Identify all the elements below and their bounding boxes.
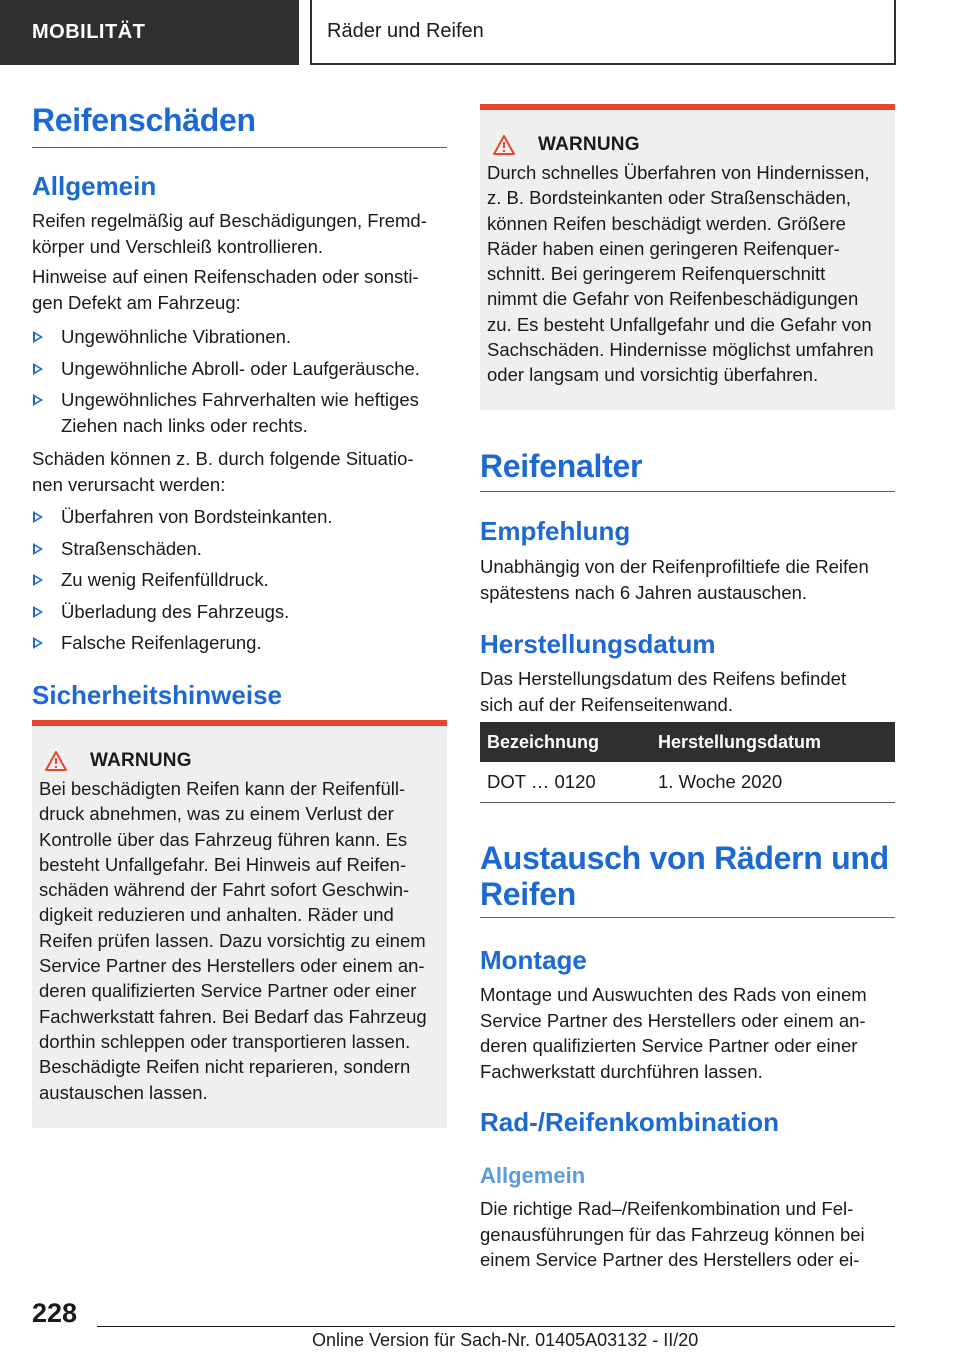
column-header: Herstellungsdatum: [651, 722, 895, 762]
heading-sicherheitshinweise: Sicherheitshinweise: [32, 680, 282, 710]
warning-header: [493, 134, 887, 156]
list-item: Ungewöhnliches Fahrverhalten wie heftiges Ziehen nach links oder rechts.: [32, 387, 447, 438]
triangle-bullet-icon: [33, 511, 43, 523]
section-title-reifenalter: Reifenalter: [480, 448, 643, 484]
list-item: Falsche Reifenlagerung.: [32, 630, 447, 656]
paragraph-montage: Montage und Auswuchten des Rads von einem Service Partner des Herstellers oder einem an- deren qualifizierten Service Partner oder einer Fachwerkstatt durchführen lassen.: [480, 984, 867, 1082]
warning-text: Bei beschädigten Reifen kann der Reifenfüll- druck abnehmen, was zu einem Verlust der Kontrolle über das Fahrzeug führen kann. Es besteht Unfallgefahr. Bei Hinweis auf Reifen- schäden während der Fahrt sofort Geschwin- digkeit reduzieren und anhalten. Räder und Reifen prüfen lassen. Dazu vorsichtig zu einem Service Partner des Herstellers oder einem an- deren qualifizierten Service Partner oder einer Fachwerkstatt fahren. Bei Bedarf das Fahrzeug dorthin schleppen oder transportieren lassen. Beschädigte Reifen nicht reparieren, sondern austauschen lassen.: [39, 778, 427, 1103]
list-item: Straßenschäden.: [32, 536, 447, 562]
paragraph-kombination: Die richtige Rad–/Reifenkombination und Fel- genausführungen für das Fahrzeug können bei einem Service Partner des Herstellers oder ei-: [480, 1198, 865, 1270]
table-header-row: [480, 722, 895, 762]
footer-text: Online Version für Sach-Nr. 01405A03132 - II/20: [312, 1330, 699, 1350]
title-rule: [480, 448, 895, 492]
paragraph-allgemein-3: Schäden können z. B. durch folgende Situatio- nen verursacht werden:: [32, 448, 414, 495]
list-item: Ungewöhnliche Vibrationen.: [32, 324, 447, 350]
warning-title: WARNUNG: [538, 134, 640, 155]
title-rule: [480, 840, 895, 918]
warning-box-right: [480, 104, 895, 410]
triangle-bullet-icon: [33, 637, 43, 649]
section-title-reifenschaeden: Reifenschäden: [32, 102, 256, 138]
heading-rad-reifenkombination: Rad-/Reifenkombination: [480, 1107, 780, 1137]
warning-triangle-icon: [493, 135, 515, 155]
column-header: Bezeichnung: [480, 722, 651, 762]
warning-text: Durch schnelles Überfahren von Hindernissen, z. B. Bordsteinkanten oder Straßenschäden, können Reifen beschädigt werden. Größere Räder haben einen geringeren Reifenquer- schnitt. Bei geringerem Reifenquerschnitt nimmt die Gefahr von Reifenbeschädigungen zu. Es besteht Unfallgefahr und die Gefahr von Sachschäden. Hindernisse möglichst umfahren oder langsam und vorsichtig überfahren.: [487, 162, 874, 386]
list-causes: [32, 504, 447, 662]
list-symptoms: [32, 324, 447, 444]
paragraph-allgemein-2: Hinweise auf einen Reifenschaden oder sonsti- gen Defekt am Fahrzeug:: [32, 266, 419, 313]
triangle-bullet-icon: [33, 394, 43, 406]
paragraph-allgemein-1: Reifen regelmäßig auf Beschädigungen, Fremd- körper und Verschleiß kontrollieren.: [32, 210, 427, 257]
title-rule: [32, 102, 447, 148]
warning-title: WARNUNG: [90, 750, 192, 771]
triangle-bullet-icon: [33, 331, 43, 343]
page-number: 228: [32, 1298, 78, 1328]
list-item: Zu wenig Reifenfülldruck.: [32, 567, 447, 593]
table-row: [480, 762, 895, 802]
page-header: [0, 0, 960, 66]
list-item: Überladung des Fahrzeugs.: [32, 599, 447, 625]
triangle-bullet-icon: [33, 363, 43, 375]
paragraph-herstellungsdatum: Das Herstellungsdatum des Reifens befindet sich auf der Reifenseitenwand.: [480, 668, 847, 715]
triangle-bullet-icon: [33, 606, 43, 618]
heading-herstellungsdatum: Herstellungsdatum: [480, 629, 716, 659]
triangle-bullet-icon: [33, 574, 43, 586]
list-item: Ungewöhnliche Abroll- oder Laufgeräusche.: [32, 356, 447, 382]
warning-box-left: [32, 720, 447, 1128]
table-cell: DOT … 0120: [480, 762, 651, 802]
footer-rule: [97, 1326, 895, 1327]
warning-header: [45, 750, 439, 772]
table-cell: 1. Woche 2020: [651, 762, 895, 802]
list-item: Überfahren von Bordsteinkanten.: [32, 504, 447, 530]
heading-montage: Montage: [480, 945, 587, 975]
section-tab: MOBILITÄT: [0, 0, 299, 65]
chapter-title: Räder und Reifen: [310, 0, 896, 65]
date-table: [480, 722, 895, 803]
triangle-bullet-icon: [33, 543, 43, 555]
subheading-allgemein: Allgemein: [480, 1163, 586, 1188]
section-title-austausch: Austausch von Rädern und Reifen: [480, 840, 889, 912]
warning-triangle-icon: [45, 751, 67, 771]
paragraph-empfehlung: Unabhängig von der Reifenprofiltiefe die Reifen spätestens nach 6 Jahren austauschen.: [480, 556, 869, 603]
heading-allgemein: Allgemein: [32, 171, 157, 201]
heading-empfehlung: Empfehlung: [480, 516, 631, 546]
